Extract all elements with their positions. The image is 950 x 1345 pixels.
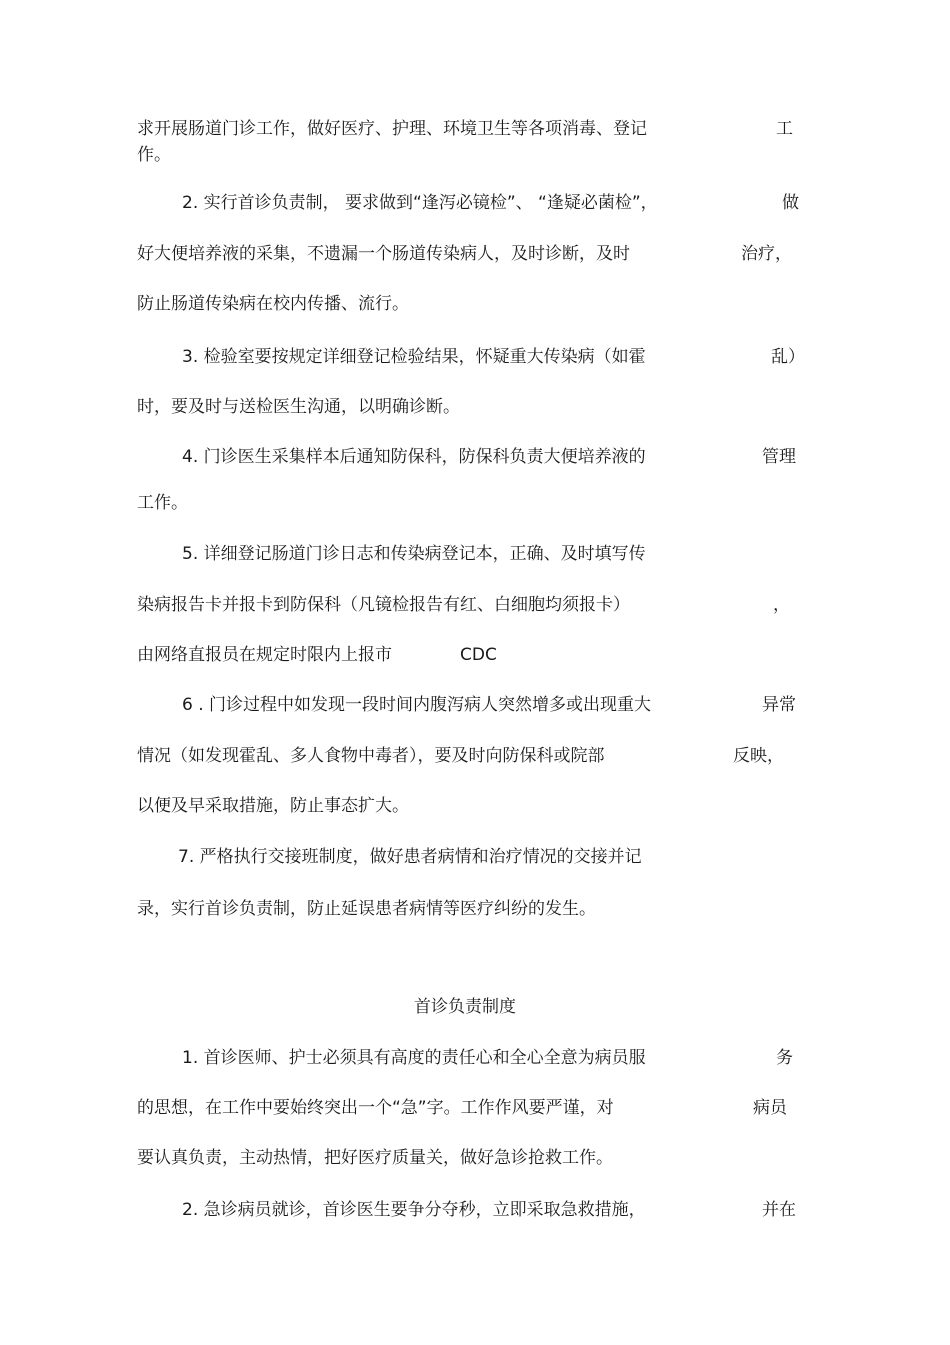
item-5-line-2-tail: ， — [773, 595, 790, 615]
item-6-line-1-tail: 异常 — [762, 695, 796, 715]
item-5-line-3-tail: CDC — [460, 645, 497, 665]
item-5-line-3: 由网络直报员在规定时限内上报市 — [137, 645, 392, 665]
item-7-line-2: 录，实行首诊负责制，防止延误患者病情等医疗纠纷的发生。 — [137, 899, 596, 919]
item-5-line-1: 5. 详细登记肠道门诊日志和传染病登记本，正确、及时填写传 — [182, 544, 646, 564]
item-2-line-1-tail: 做 — [782, 193, 799, 213]
item-2-line-1: 2. 实行首诊负责制， 要求做到“逢泻必镜检”、 “逢疑必菌检”， — [182, 193, 658, 213]
item-6-line-2-tail: 反映， — [733, 746, 784, 766]
s2-item-1-line-1: 1. 首诊医师、护士必须具有高度的责任心和全心全意为病员服 — [182, 1048, 646, 1068]
item-2-line-3: 防止肠道传染病在校内传播、流行。 — [137, 294, 409, 314]
intro-line-1-tail: 工 — [776, 119, 793, 139]
item-5-line-2: 染病报告卡并报卡到防保科（凡镜检报告有红、白细胞均须报卡） — [137, 595, 630, 615]
section-title: 首诊负责制度 — [414, 997, 516, 1017]
s2-item-1-line-2-tail: 病员 — [753, 1098, 787, 1118]
intro-line-1: 求开展肠道门诊工作，做好医疗、护理、环境卫生等各项消毒、登记 — [137, 119, 647, 139]
intro-line-2: 作。 — [137, 145, 171, 165]
item-2-line-2: 好大便培养液的采集，不遗漏一个肠道传染病人，及时诊断，及时 — [137, 244, 630, 264]
s2-item-2-line-1-tail: 并在 — [762, 1200, 796, 1220]
item-4-line-2: 工作。 — [137, 493, 188, 513]
item-6-line-3: 以便及早采取措施，防止事态扩大。 — [137, 796, 409, 816]
item-6-line-1: 6 . 门诊过程中如发现一段时间内腹泻病人突然增多或出现重大 — [182, 695, 652, 715]
item-2-line-2-tail: 治疗， — [741, 244, 792, 264]
item-3-line-2: 时，要及时与送检医生沟通，以明确诊断。 — [137, 397, 460, 417]
item-4-line-1-tail: 管理 — [762, 447, 796, 467]
item-6-line-2: 情况（如发现霍乱、多人食物中毒者），要及时向防保科或院部 — [137, 746, 605, 766]
s2-item-1-line-1-tail: 务 — [776, 1048, 793, 1068]
item-7-line-1: 7. 严格执行交接班制度，做好患者病情和治疗情况的交接并记 — [178, 847, 642, 867]
item-4-line-1: 4. 门诊医生采集样本后通知防保科，防保科负责大便培养液的 — [182, 447, 646, 467]
s2-item-1-line-2: 的思想，在工作中要始终突出一个“急”字。工作作风要严谨，对 — [137, 1098, 614, 1118]
s2-item-1-line-3: 要认真负责，主动热情，把好医疗质量关，做好急诊抢救工作。 — [137, 1148, 613, 1168]
item-3-line-1-tail: 乱） — [771, 347, 805, 367]
item-3-line-1: 3. 检验室要按规定详细登记检验结果，怀疑重大传染病（如霍 — [182, 347, 646, 367]
s2-item-2-line-1: 2. 急诊病员就诊，首诊医生要争分夺秒，立即采取急救措施， — [182, 1200, 646, 1220]
